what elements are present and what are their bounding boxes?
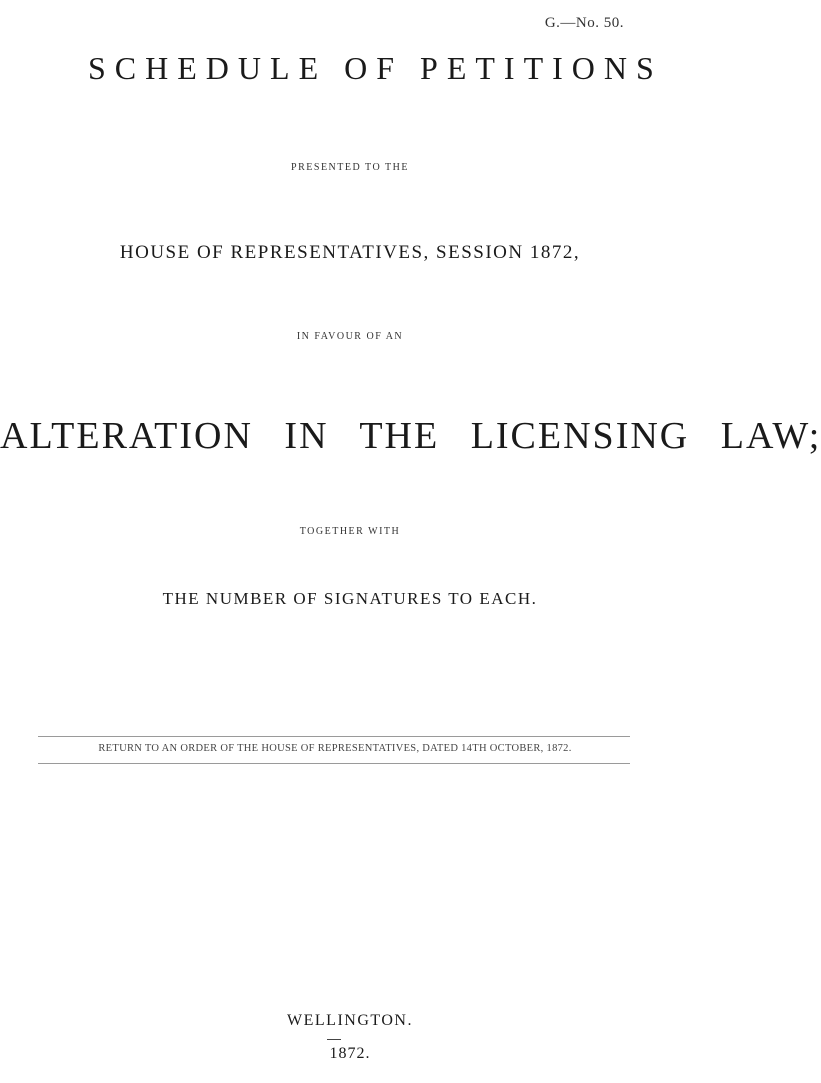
favour-line: IN FAVOUR OF AN: [296, 331, 404, 342]
imprint-year: 1872.: [329, 1045, 371, 1062]
document-title: SCHEDULE OF PETITIONS: [88, 50, 663, 86]
together-line: TOGETHER WITH: [299, 526, 401, 537]
subject-heading: ALTERATION IN THE LICENSING LAW;: [0, 415, 821, 457]
presented-line: PRESENTED TO THE: [291, 162, 409, 173]
imprint-divider: [327, 1039, 341, 1040]
signatures-line: THE NUMBER OF SIGNATURES TO EACH.: [162, 589, 538, 608]
imprint-place: WELLINGTON.: [287, 1012, 413, 1029]
return-rule-top: [38, 736, 630, 737]
return-rule-bottom: [38, 763, 630, 764]
document-reference: G.—No. 50.: [544, 15, 624, 31]
return-line: RETURN TO AN ORDER OF THE HOUSE OF REPRESENTATIVES, DATED 14TH OCTOBER, 1872.: [98, 743, 572, 754]
house-line: HOUSE OF REPRESENTATIVES, SESSION 1872,: [119, 242, 581, 263]
